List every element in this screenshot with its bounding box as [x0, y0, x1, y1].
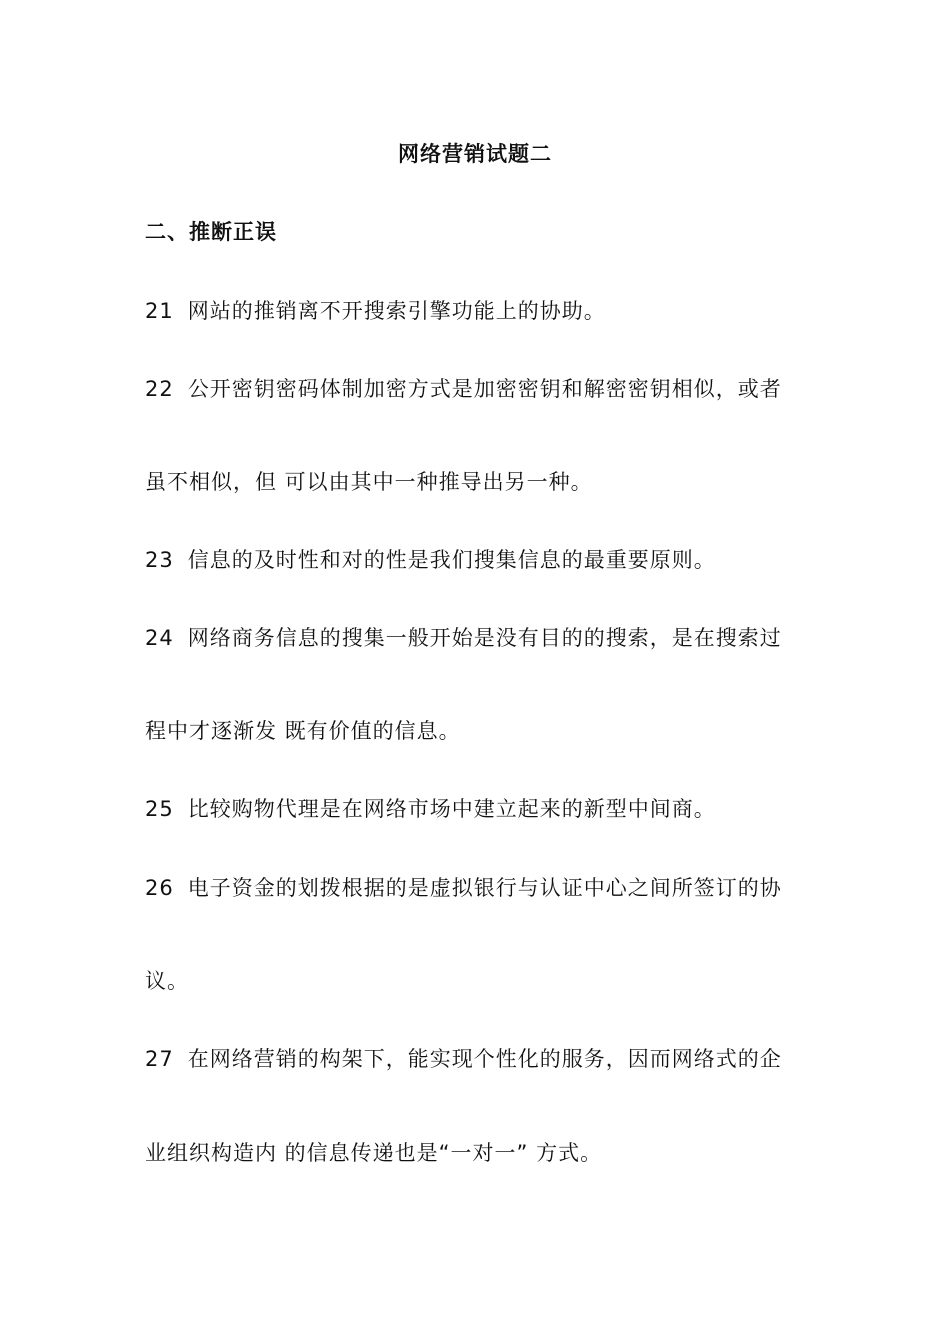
- question-item-25: [145, 793, 716, 823]
- document-title: 网络营销试题二: [398, 142, 552, 166]
- question-text: 电子资金的划拨根据的是虚拟银行与认证中心之间所签订的协: [187, 876, 782, 900]
- question-number: 26: [145, 876, 174, 900]
- question-text: 公开密钥密码体制加密方式是加密密钥和解密密钥相似，或者: [187, 377, 782, 401]
- question-number: 25: [145, 797, 174, 821]
- question-item-21: [145, 295, 606, 325]
- question-continuation: 议。: [145, 969, 189, 993]
- question-item-26: [145, 872, 782, 902]
- question-item-22: [145, 373, 782, 403]
- question-text: 比较购物代理是在网络市场中建立起来的新型中间商。: [187, 797, 716, 821]
- question-continuation: 虽不相似，但 可以由其中一种推导出另一种。: [145, 470, 593, 494]
- question-text: 在网络营销的构架下，能实现个性化的服务，因而网络式的企: [187, 1047, 782, 1071]
- question-number: 24: [145, 626, 174, 650]
- question-item-23: [145, 544, 716, 574]
- question-text: 网络商务信息的搜集一般开始是没有目的的搜索，是在搜索过: [187, 626, 782, 650]
- question-text: 网站的推销离不开搜索引擎功能上的协助。: [187, 299, 606, 323]
- question-item-24: [145, 622, 782, 652]
- question-item-27: [145, 1043, 782, 1073]
- question-number: 27: [145, 1047, 174, 1071]
- question-continuation: 业组织构造内 的信息传递也是“一对一” 方式。: [145, 1141, 603, 1165]
- question-number: 21: [145, 299, 174, 323]
- question-number: 22: [145, 377, 174, 401]
- question-number: 23: [145, 548, 174, 572]
- question-continuation: 程中才逐渐发 既有价值的信息。: [145, 719, 461, 743]
- question-text: 信息的及时性和对的性是我们搜集信息的最重要原则。: [187, 548, 716, 572]
- section-heading: 二、推断正误: [145, 220, 277, 244]
